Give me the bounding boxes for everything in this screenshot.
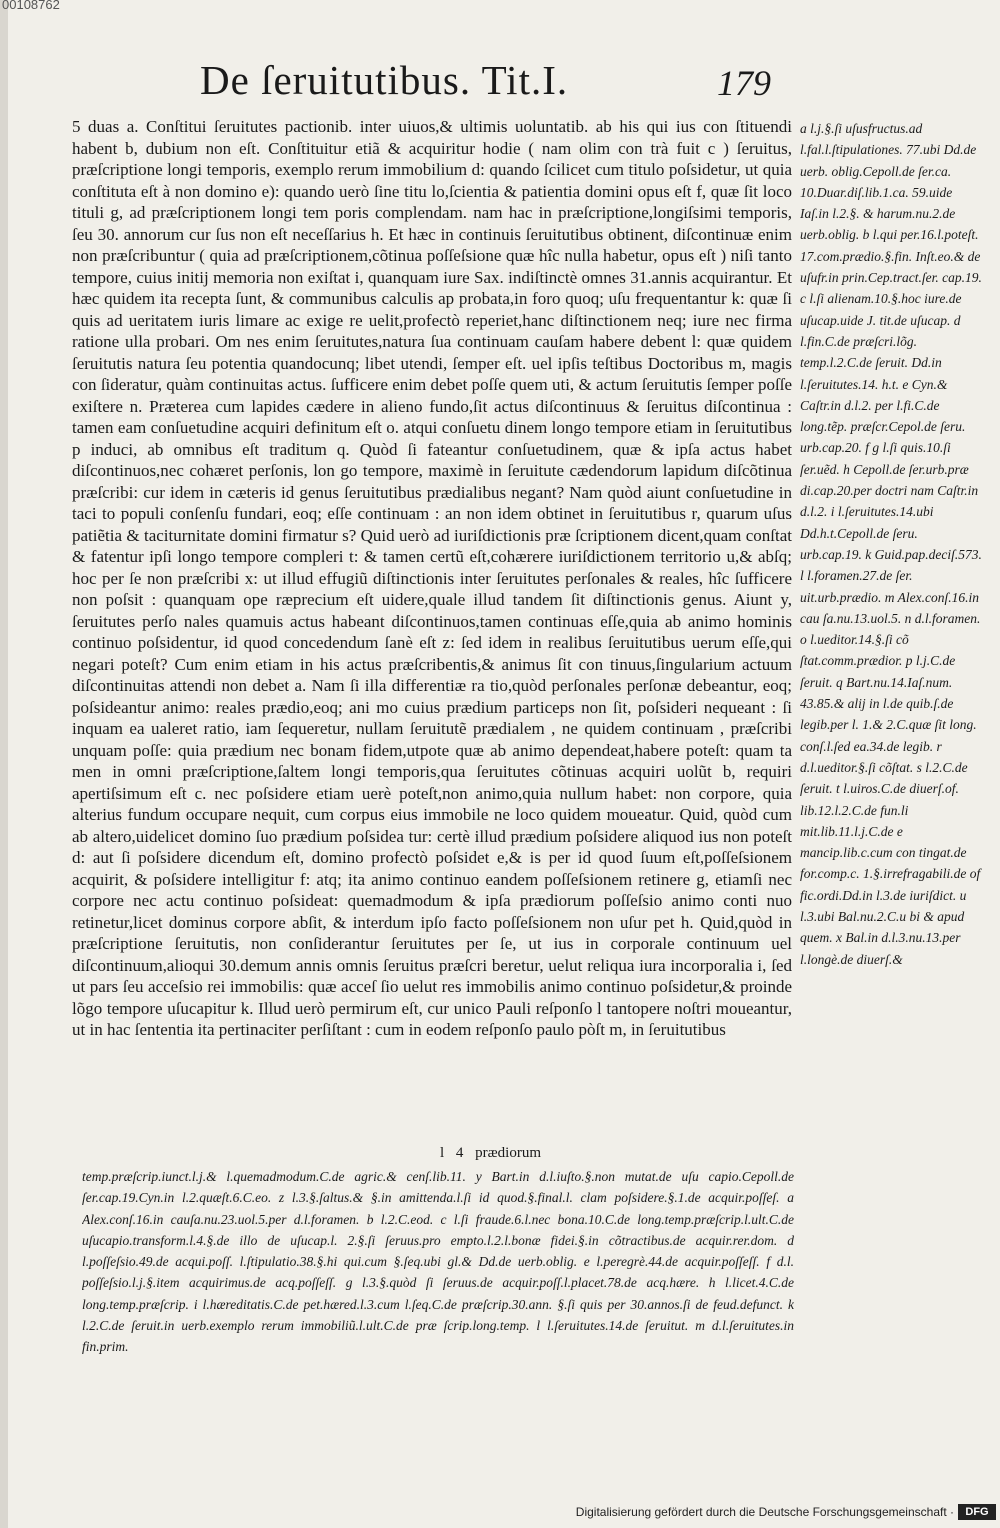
page-header [0, 50, 1000, 110]
page-title: De ſeruitutibus. Tit.I. [200, 57, 569, 103]
margin-notes: a l.j.§.ſi uſusfructus.ad l.fal.l.ſtipulationes. 77.ubi Dd.de uerb. oblig.Cepoll.de ſer.ca. 10.Duar.diſ.lib.1.ca. 59.uide Iaſ.in l.2.§. & harum.nu.2.de uerb.oblig. b l.qui per.16.l.poteſt. 17.com.prædio.§.fin. Inſt.eo.& de uſufr.in prin.Cep.tract.ſer. cap.19. c l.ſi alienam.10.§.hoc iure.de uſucap.uide J. tit.de uſucap. d l.fin.C.de præſcri.lõg. temp.l.2.C.de ſeruit. Dd.in l.ſeruitutes.14. h.t. e Cyn.& Caſtr.in d.l.2. per l.fi.C.de long.tẽp. præſcr.Cepol.de ſeru. urb.cap.20. f g l.ſi quis.10.ſi ſer.uẽd. h Cepoll.de ſer.urb.præ di.cap.20.per doctri nam Caſtr.in d.l.2. i l.ſeruitutes.14.ubi Dd.h.t.Cepoll.de ſeru. urb.cap.19. k Guid.pap.deciſ.573. l l.foramen.27.de ſer. uit.urb.prædio. m Alex.conſ.16.in cau ſa.nu.13.uol.5. n d.l.foramen. o l.ueditor.14.§.ſi cõ ſtat.comm.prædior. p l.j.C.de ſeruit. q Bart.nu.14.Iaſ.num. 43.85.& alij in l.de quib.ſ.de legib.per l. 1.& 2.C.quæ ſit long. conſ.l.ſed ea.34.de legib. r d.l.ueditor.§.ſi cõſtat. s l.2.C.de ſeruit. t l.uiros.C.de diuerſ.of. lib.12.l.2.C.de fun.li mit.lib.11.l.j.C.de e mancip.lib.c.cum con tingat.de for.comp.c. 1.§.irrefragabili.de of fic.ordi.Dd.in l.3.de iuriſdict. u l.3.ubi Bal.nu.2.C.u bi & apud quem. x Bal.in d.l.3.nu.13.per l.longè.de diuerſ.& [800, 121, 982, 967]
main-text: 5 duas a. Conſtitui ſeruitutes pactionib. inter uiuos,& ultimis uoluntatib. ab his qui ius con ſtituendi habent b, dubium non eſt. Conſtituitur etiã & acquiritur hodie ( nam olim con trà fuit c ) ſeruitus, præſcriptione longi temporis, exemplo rerum immobilium d: quando ſcilicet cum titulo poſsidetur, ut quia conſtituta eſt à non domino e): quando uerò ſine titu lo,ſcientia & patientia domini opus eſt f, quæ ſit loco tituli g, ad præſcriptionem longi tem poris complendam. nam hac in præſcriptione,longiſsimi temporis, ſeu 30. annorum cur ſus non eſt neceſſarius h. Et hæc in continuis ſeruitutibus obtinent, diſcontinuæ enim non præſcribuntur ( quia ad præſcriptionem,cõtinua poſſeſsione quæ hîc nulla habetur, opus eſt ) niſi tanto tempore, cuius initij memoria non exiſtat i, quanquam iure Sax. indiſtinctè omnes 31.annis acquirantur. Et hæc quidem ita recepta ſunt, & communibus calculis ap probata,in foro quoq; uſu frequentantur k: quæ ſi quis ad ueritatem iuris limare ac exige re uelit,profectò reperiet,hanc diſtinctionem neq; iure nec firma ratione ulla probari. Om nes enim ſeruitutes,natura ſua continuam cauſam habere debent l: quæ quidem ſeruitutis natura ſeu potentia quandocunq; libet utendi, ſemper eſt. uel ipſis teſtibus Doctoribus m, magis con ſideratur, quàm continuitas actus. ſufficere enim debet poſſe quem uti, & actum ſeruitutis ſemper poſſe exiſtere n. Præterea cum lapides cædere in alieno fundo,ſit actus diſcontinuus & ſeruitus diſcontinua : tamen eam conſuetudine acquiri definitum eſt o. atqui conſuetu dinem longo tempore etiam in ſeruitutibus p induci, ab omnibus eſt traditum q. Quòd ſi fateantur conſuetudinem, quæ & ipſa actus habet diſcontinuos,nec cohæret perſonis, lon go tempore, maximè in ſeruitute cædendorum lapidum diſcõtinua præſcribi: cur idem in cæteris id genus ſeruitutibus prædialibus negant? Nam quòd aiunt conſuetudine in taci to populi conſenſu fundari, eoq; eſſe continuam : an non idem obtinet in ſeruitutibus r, quarum uſus patiẽtia & taciturnitate domini firmatur s? Quid uerò ad iuriſdictionis præ ſcriptionem dicent,quam conſtat & fatentur ipſi longo tempore compleri t: & tamen certũ eſt,cohærere iuriſdictionem territorio u,& abſq; hoc per ſe non præſcribi x: ut illud effugiũ diſtinctionis inter ſeruitutes perſonales & reales, hîc ſufficere non poſsit : quanquam ope ræprecium eſt uidere,quale illud tandem ſit diſtinctionis genus. Aiunt y, ſeruitutes perſo nales quamuis actus habeant diſcontinuos,tamen continuas eſſe,quia ab animo hominis continuo poſsidentur, id quod concedendum ſanè eſt z: ſed idem in realibus ſeruitutibus uerum eſſe,qui negari poteſt? Cum enim etiam in his actus præſcribentis,& animus ſit con tinuus,ſingularium actuum diſcontinuitas attendi non debet a. Nam ſi illa differentiæ ra tio,quòd perſonales perſonæ debeantur, eoq; poſsideantur animo: reales prædio,eoq; ani mo cuius prædium particeps non ſit, poſsideri nequeant : ſi inquam ea ualeret ratio, iam ſequeretur, nullam ſeruitutẽ prædialem , ne quidem continuam , præſcribi unquam poſſe: quia prædium nec bonam fidem,utpote quæ ab animo dependeat,habere poteſt: quam ta men in omni præſcriptione,ſaltem longi temporis,qua ſeruitutes cõtinuas acquiri uolũt b, requiri apertiſsimum eſt c. nec poſsidere etiam uerè poteſt,non animo,quia nullum habet: non corpore, quia alterius fundum occupare nequit, cum corpus eius immobile ne loco quidem moueatur. Quid, quòd cum ab altero,uidelicet domino ſuo prædium poſsidea tur: certè illud prædium poſsidere aliquod ius non poteſt d: aut ſi poſsidere dicendum eſt, domino profectò poſsidet e,& is per id quod ſuum eſt,poſſeſsionem acquirit, & poſsidere intelligitur f: atq; ita animo continuo eandem poſſeſsionem retinere g, etiamſi nec corpore nec actu continuo poſsideat: quemadmodum & ipſa prædiorum poſſeſsio animo conti nuo retinetur,licet dominus corpore abſit, & interdum ipſo facto poſſeſsionem non uſur pet h. Quid,quòd in præſcriptione ſeruitutis, non conſiderantur ſeruitutes per ſe, ut ius in corporale continuum uel diſcontinuum,alioqui 30.demum annis omnis ſeruitus præſcri beretur, uelut reliqua iura incorporalia i, ſed ut pars ſeu acceſsio rei immobilis: quæ acceſ ſio uelut res immobilis animo continuo poſsidetur,& proinde lõgo tempore uſucapitur k. Illud uerò permirum eſt, cur unico Pauli reſponſo l tantopere noſtri moueantur, ut in hac ſententia ita pertinaciter perſiſtant : cum in eodem reſponſo paulo pòſt m, in ſeruitutibus [72, 117, 792, 1039]
digitization-footer [575, 1503, 1000, 1523]
scan-code: 00108762 [2, 0, 60, 12]
dfg-logo: DFG [958, 1504, 996, 1520]
signature-line: l 4 prædiorum [440, 1145, 541, 1161]
footer-text: Digitalisierung gefördert durch die Deutsche Forschungsgemeinschaft · [575, 1505, 954, 1519]
page-number: 179 [717, 63, 771, 103]
scan-edge [0, 0, 8, 1528]
footnotes: temp.præſcrip.iunct.l.j.& l.quemadmodum.C.de agric.& cenſ.lib.11. y Bart.in d.l.iuſto.§.non mutat.de uſu capio.Cepoll.de ſer.cap.19.Cyn.in l.2.quæſt.6.C.eo. z l.3.§.ſaltus.& §.in amittenda.l.ſi id quod.§.final.l. clam poſsidere.§.1.de acquir.poſſeſ. a Alex.conſ.16.in cauſa.nu.23.uol.5.per d.l.foramen. b l.2.C.eod. c l.ſi fraude.6.l.nec bona.10.C.de long.temp.præſcrip.l.ult.C.de uſucapio.transform.l.4.§.de illo de uſucap.l. 2.§.ſi ſeruus.pro empto.l.2.l.bonæ fidei.§.in cõtractibus.de acquir.rer.dom. d l.poſſeſsio.49.de acqui.poſſ. l.ſtipulatio.38.§.hi qui.cum §.ſeq.ubi gl.& Dd.de uerb.oblig. e l.peregrè.44.de acquir.poſſeſſ. f d.l. poſſeſsio.l.j.§.item acquirimus.de acq.poſſeſſ. g l.3.§.quòd ſi ſeruus.de acquir.poſſ.l.placet.78.de acq.hære. h l.licet.4.C.de long.temp.præſcrip. i l.hæreditatis.C.de pet.hæred.l.3.cum l.ſeq.C.de præſcrip.30.ann. §.ſi quis per 30.annos.ſi de feud.defunct. k l.2.C.de ſeruit.in uerb.exemplo rerum immobiliũ.l.ult.C.de præ ſcrip.long.temp. l l.ſeruitutes.14.de ſeruitut. m d.l.ſeruitutes.in fin.prim. [82, 1169, 794, 1355]
